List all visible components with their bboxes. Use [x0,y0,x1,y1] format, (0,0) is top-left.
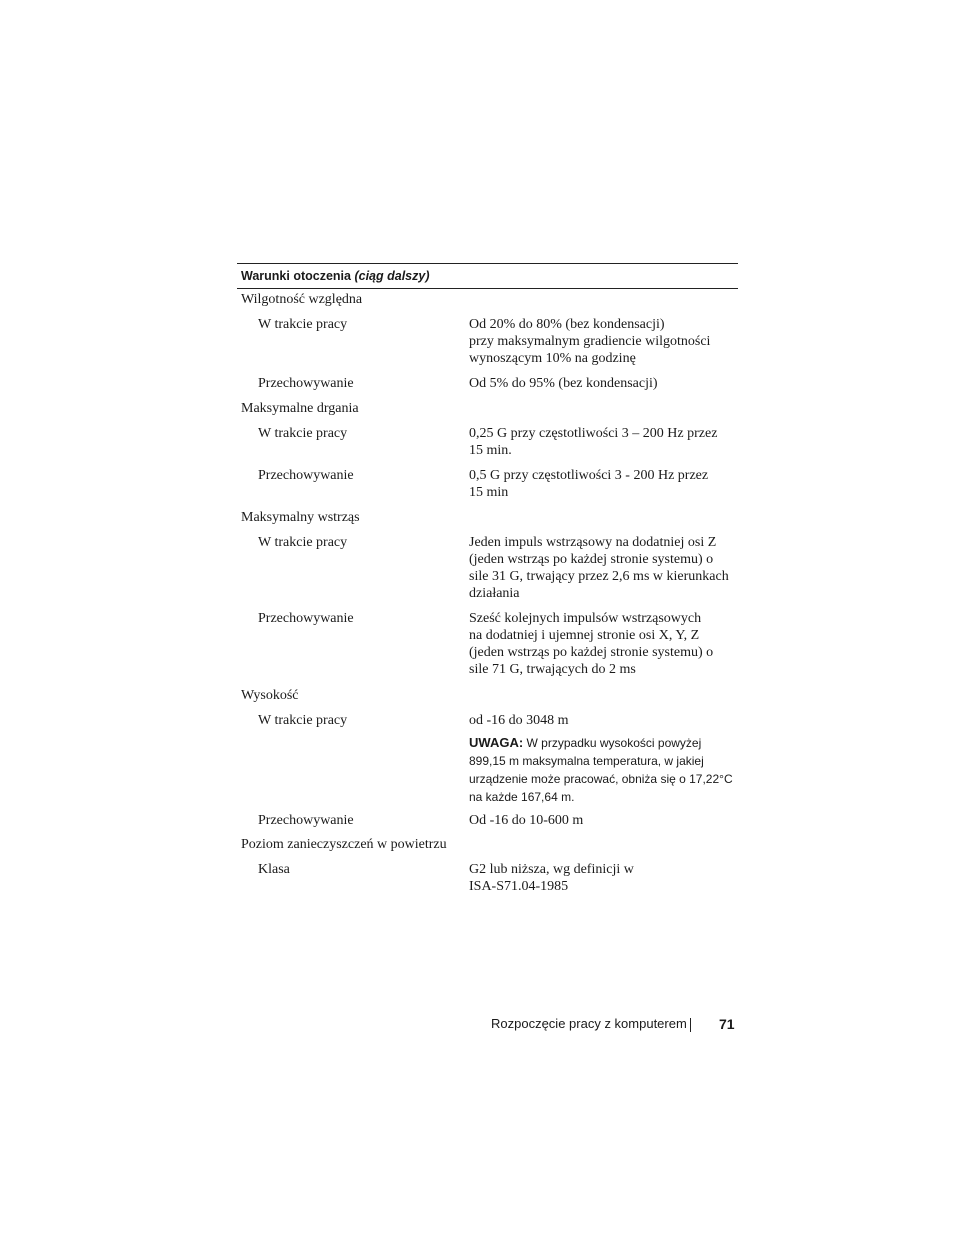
value-line: (jeden wstrząs po każdej stronie systemu) o [469,552,714,567]
shock-storage-label: Przechowywanie [258,611,354,626]
humidity-operating-label: W trakcie pracy [258,317,348,332]
altitude-operating-label: W trakcie pracy [258,713,348,728]
humidity-label: Wilgotność względna [241,292,363,307]
value-line: 0,5 G przy częstotliwości 3 - 200 Hz przez [469,468,709,483]
value-line: ISA-S71.04-1985 [469,879,569,894]
page-number: 71 [719,1016,735,1032]
value-line: Sześć kolejnych impulsów wstrząsowych [469,611,702,626]
altitude-storage-value [469,812,737,829]
value-line: Jeden impuls wstrząsowy na dodatniej osi Z [469,535,717,550]
value-line: Od 5% do 95% (bez kondensacji) [469,376,658,391]
humidity-operating-value [469,316,737,367]
note-line: na każde 167,64 m. [469,790,575,804]
table-title-text: Warunki otoczenia [241,269,351,283]
footer-separator [690,1018,691,1032]
shock-operating-value [469,534,737,602]
contamination-class-value [469,861,737,895]
vibration-label: Maksymalne drgania [241,401,359,416]
vibration-operating-value [469,425,737,459]
altitude-label: Wysokość [241,688,299,703]
altitude-storage-label: Przechowywanie [258,813,354,828]
humidity-storage-label: Przechowywanie [258,376,354,391]
contamination-label: Poziom zanieczyszczeń w powietrzu [241,837,447,852]
note-label: UWAGA: [469,735,524,750]
value-line: G2 lub niższa, wg definicji w [469,862,634,877]
altitude-operating-value [469,712,737,729]
value-line: od -16 do 3048 m [469,713,569,728]
value-line: 15 min [469,485,509,500]
contamination-class-label: Klasa [258,862,290,877]
vibration-operating-label: W trakcie pracy [258,426,348,441]
shock-storage-value [469,610,737,678]
value-line: 15 min. [469,443,512,458]
note-line: urządzenie może pracować, obniża się o 17,22°C [469,772,733,786]
humidity-storage-value [469,375,737,392]
altitude-note-text [469,734,737,806]
value-line: na dodatniej i ujemnej stronie osi X, Y, Z [469,628,700,643]
value-line: przy maksymalnym gradiencie wilgotności [469,334,711,349]
vibration-storage-value [469,467,737,501]
header-rule [237,288,738,289]
value-line: sile 71 G, trwających do 2 ms [469,662,636,677]
value-line: sile 31 G, trwający przez 2,6 ms w kierunkach [469,569,729,584]
table-title-suffix: (ciąg dalszy) [354,269,430,283]
note-line: 899,15 m maksymalna temperatura, w jakiej [469,754,704,768]
specifications-table [237,263,738,894]
table-title [237,264,738,288]
value-line: Od -16 do 10-600 m [469,813,584,828]
value-line: wynoszącym 10% na godzinę [469,351,636,366]
shock-operating-label: W trakcie pracy [258,535,348,550]
value-line: Od 20% do 80% (bez kondensacji) [469,317,665,332]
note-line: W przypadku wysokości powyżej [526,736,702,750]
value-line: działania [469,586,520,601]
vibration-storage-label: Przechowywanie [258,468,354,483]
value-line: 0,25 G przy częstotliwości 3 – 200 Hz przez [469,426,718,441]
value-line: (jeden wstrząs po każdej stronie systemu) o [469,645,714,660]
footer-section-title: Rozpoczęcie pracy z komputerem [491,1016,687,1031]
shock-label: Maksymalny wstrząs [241,510,360,525]
